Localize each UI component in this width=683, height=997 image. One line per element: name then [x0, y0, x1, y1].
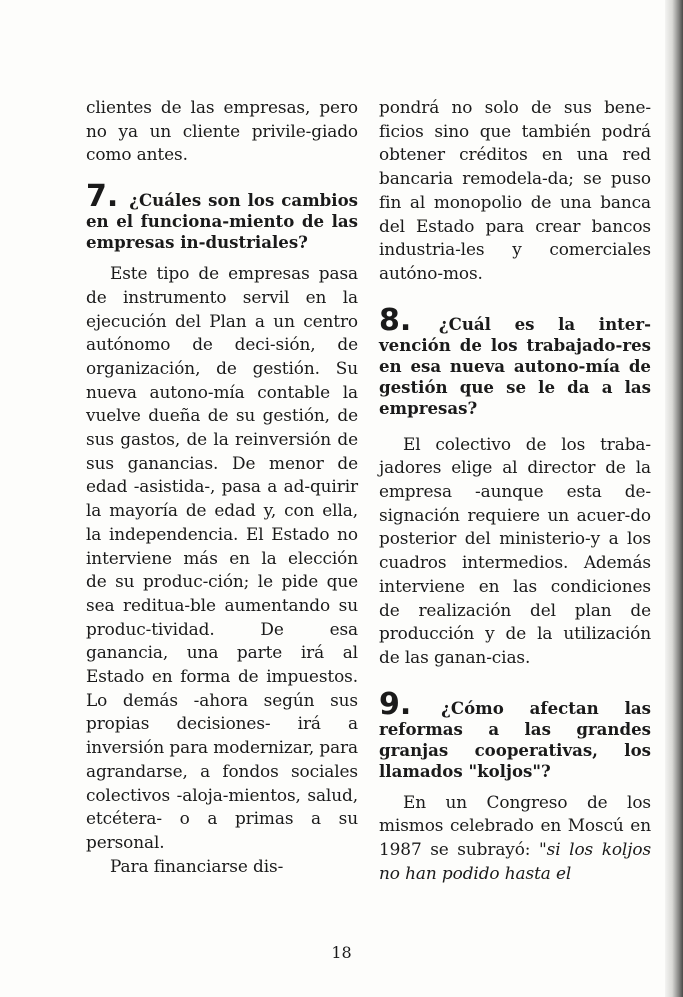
question-9-number: 9.	[379, 686, 412, 722]
answer-7-paragraph: Este tipo de empresas pasa de instrumento servil en la ejecución del Plan a un centro autónomo de deci-sión, de organización, de gestión. Su nueva autono-mía contable la vuelve dueña de su gestión, de sus gastos, de la reinversión de sus ganancias. De menor de edad -asistida-, pasa a ad-quirir la mayoría de edad y, con ella, la independencia. El Estado no interviene más en la elección de su produc-ción; le pide que sea reditua-ble aumentando su produc-tividad. De esa ganancia, una parte irá al Estado en forma de impuestos. Lo demás -ahora según sus propias decisiones- irá a inversión para modernizar, para agrandarse, a fondos sociales colectivos -aloja-mientos, salud, etcétera- o a primas a su personal.	[86, 263, 358, 852]
question-9-title: ¿Cómo afectan las reformas a las grandes granjas cooperativas, los llamados "koljos"?	[379, 697, 651, 781]
answer-7-continuation: Para financiarse dis-	[110, 855, 284, 876]
question-8-title: ¿Cuál es la inter-vención de los trabajado-res en esa nueva autono-mía de gestión que se le da a las empresas?	[379, 313, 651, 418]
question-7-heading	[86, 179, 358, 253]
answer-9-quote: "si los koljos no han podido hasta el	[379, 839, 652, 883]
paragraph-continuation-right: pondrá no solo de sus bene-ficios sino que también podrá obtener créditos en una red bancaria remodela-da; se puso fin al monopolio de una banca del Estado para crear bancos industria-les y comerciales autóno-mos.	[379, 97, 651, 283]
left-column	[86, 96, 358, 878]
question-7-title: ¿Cuáles son los cambios en el funciona-miento de las empresas in-dustriales?	[86, 190, 358, 253]
paragraph-continuation: clientes de las empresas, pero no ya un cliente privile-giado como antes.	[86, 97, 358, 165]
question-9-heading	[379, 686, 651, 782]
question-8-heading	[379, 302, 651, 419]
question-8-number: 8.	[379, 302, 412, 338]
page-number: 18	[331, 943, 352, 962]
answer-8-paragraph: El colectivo de los traba-jadores elige al director de la empresa -aunque esta de-signación requiere un acuer-do posterior del ministerio-y a los cuadros intermedios. Además interviene en las condiciones de realización del plan de producción y de la utilización de las ganan-cias.	[379, 433, 651, 667]
page-edge-shadow	[665, 0, 683, 997]
right-column	[379, 96, 651, 885]
answer-9-text: En un Congreso de los mismos celebrado en Moscú en 1987 se subrayó:	[379, 791, 651, 860]
answer-9-paragraph	[379, 791, 651, 886]
question-7-number: 7.	[86, 179, 119, 215]
